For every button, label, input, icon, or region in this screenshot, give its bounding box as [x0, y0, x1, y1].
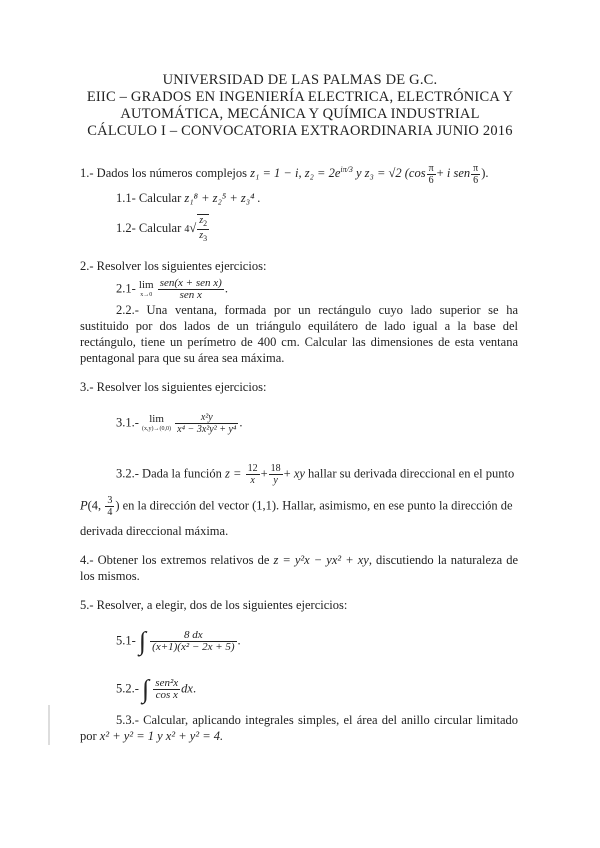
question-1-1: 1.1- Calcular z₁⁸ + z₂⁵ + z₃⁴ . — [116, 191, 261, 205]
degree-line-1: EIIC – GRADOS EN INGENIERÍA ELECTRICA, ELECTRÓNICA Y — [86, 89, 514, 105]
exam-header — [0, 72, 600, 140]
question-1-2: 1.2- Calcular 4√ $\frac{z_2}{z_3}$ — [116, 215, 208, 243]
question-4: 4.- Obtener los extremos relativos de z = y²x − yx² + xy, discutiendo la naturaleza de los mismos. — [80, 553, 518, 583]
question-5-1: 5.1- ∫ $\frac{8 dx}{\text{(x+1)(x² − 2x + 5)}}$ . — [116, 626, 241, 656]
question-3-2-line1: 3.2.- Dada la función z = $\frac{12}{x}$ + $\frac{18}{y}$ + xy hallar su derivada direccional en el punto — [116, 463, 515, 486]
question-3-1: 3.1.- lim (x,y)→(0,0) $\frac{\text{x²y}}{\text{x⁴ − 3x²y² + y⁴}}$ . — [116, 412, 243, 435]
question-3-intro: 3.- Resolver los siguientes ejercicios: — [80, 380, 267, 394]
question-5-intro: 5.- Resolver, a elegir, dos de los siguientes ejercicios: — [80, 598, 348, 612]
question-3-2-line3: derivada direccional máxima. — [80, 524, 229, 538]
question-5-2: 5.2.- ∫ $\frac{\text{sen²x}}{\text{cos x}}$ dx. — [116, 674, 197, 704]
question-2-1: 2.1- lim x→0 $\frac{\text{sen(x + sen x)}}{\text{sen x}}$ . — [116, 277, 228, 301]
question-1-intro: 1.- Dados los números complejos z₁ = 1 − i, $z_2 = 2e^{i\pi/3}$ y z₃ = √2 (cos $\frac{\pi}{6}$ + i sen $\frac{\pi}{6}$ ). — [80, 162, 489, 186]
university-name: UNIVERSIDAD DE LAS PALMAS DE G.C. — [162, 72, 438, 88]
degree-line-2: AUTOMÁTICA, MECÁNICA Y QUÍMICA INDUSTRIAL — [120, 106, 480, 122]
question-3-2-line2: P(4, $\frac{3}{4}$ ) en la dirección del vector (1,1). Hallar, asimismo, en ese punto la dirección de — [80, 495, 513, 518]
question-5-3: 5.3.- Calcular, aplicando integrales simples, el área del anillo circular limitado por x² + y² = 1 y x² + y² = 4. — [80, 713, 518, 743]
question-2-2: 2.2.- Una ventana, formada por un rectángulo cuyo lado superior se ha sustituido por dos lados de un triángulo equilátero de lado igual a la base del rectángulo, tiene un perímetro de 400 cm. Calcular las dimensiones de esta ventana pentagonal para que su área sea máxima. — [80, 303, 518, 365]
scan-artifact — [48, 705, 50, 745]
question-2-intro: 2.- Resolver los siguientes ejercicios: — [80, 259, 267, 273]
exam-title: CÁLCULO I – CONVOCATORIA EXTRAORDINARIA JUNIO 2016 — [87, 123, 513, 139]
